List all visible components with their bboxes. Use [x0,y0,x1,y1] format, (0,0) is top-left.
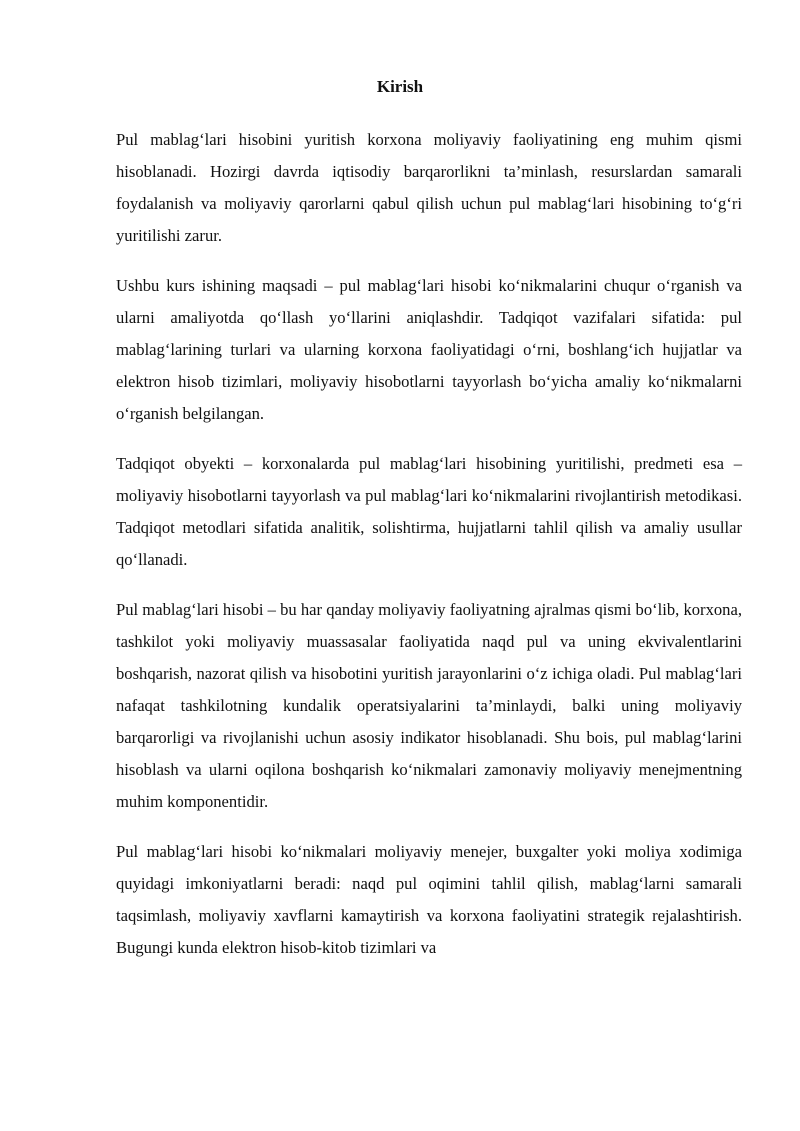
body-text [116,124,742,982]
paragraph-2: Ushbu kurs ishining maqsadi – pul mablag‘lari hisobi ko‘nikmalarini chuqur o‘rganish va ularni amaliyotda qo‘llash yo‘llarini aniqlashdir. Tadqiqot vazifalari sifatida: pul mablag‘larining turlari va ularning korxona faoliyatidagi o‘rni, boshlang‘ich hujjatlar va elektron hisob tizimlari, moliyaviy hisobotlarni tayyorlash bo‘yicha amaliy ko‘nikmalarni o‘rganish belgilangan. [116,276,742,423]
paragraph-3: Tadqiqot obyekti – korxonalarda pul mablag‘lari hisobining yuritilishi, predmeti esa – moliyaviy hisobotlarni tayyorlash va pul mablag‘lari ko‘nikmalarini rivojlantirish metodikasi. Tadqiqot metodlari sifatida analitik, solishtirma, hujjatlarni tahlil qilish va amaliy usullar qo‘llanadi. [116,454,742,569]
page-title: Kirish [376,77,424,96]
paragraph-1: Pul mablag‘lari hisobini yuritish korxona moliyaviy faoliyatining eng muhim qismi hisoblanadi. Hozirgi davrda iqtisodiy barqarorlikni ta’minlash, resurslardan samarali foydalanish va moliyaviy qarorlarni qabul qilish uchun pul mablag‘lari hisobining to‘g‘ri yuritilishi zarur. [116,130,742,245]
paragraph-5: Pul mablag‘lari hisobi ko‘nikmalari moliyaviy menejer, buxgalter yoki moliya xodimiga quyidagi imkoniyatlarni beradi: naqd pul oqimini tahlil qilish, mablag‘larni samarali taqsimlash, moliyaviy xavflarni kamaytirish va korxona faoliyatini strategik rejalashtirish. Bugungi kunda elektron hisob-kitob tizimlari va [116,842,742,957]
paragraph-4: Pul mablag‘lari hisobi – bu har qanday moliyaviy faoliyatning ajralmas qismi bo‘lib, korxona, tashkilot yoki moliyaviy muassasalar faoliyatida naqd pul va uning ekvivalentlarini boshqarish, nazorat qilish va hisobotini yuritish jarayonlarini o‘z ichiga oladi. Pul mablag‘lari nafaqat tashkilotning kundalik operatsiyalarini ta’minlaydi, balki uning moliyaviy barqarorligi va rivojlanishi uchun asosiy indikator hisoblanadi. Shu bois, pul mablag‘larini hisoblash va ularni oqilona boshqarish ko‘nikmalari zamonaviy moliyaviy menejmentning muhim komponentidir. [116,600,742,811]
